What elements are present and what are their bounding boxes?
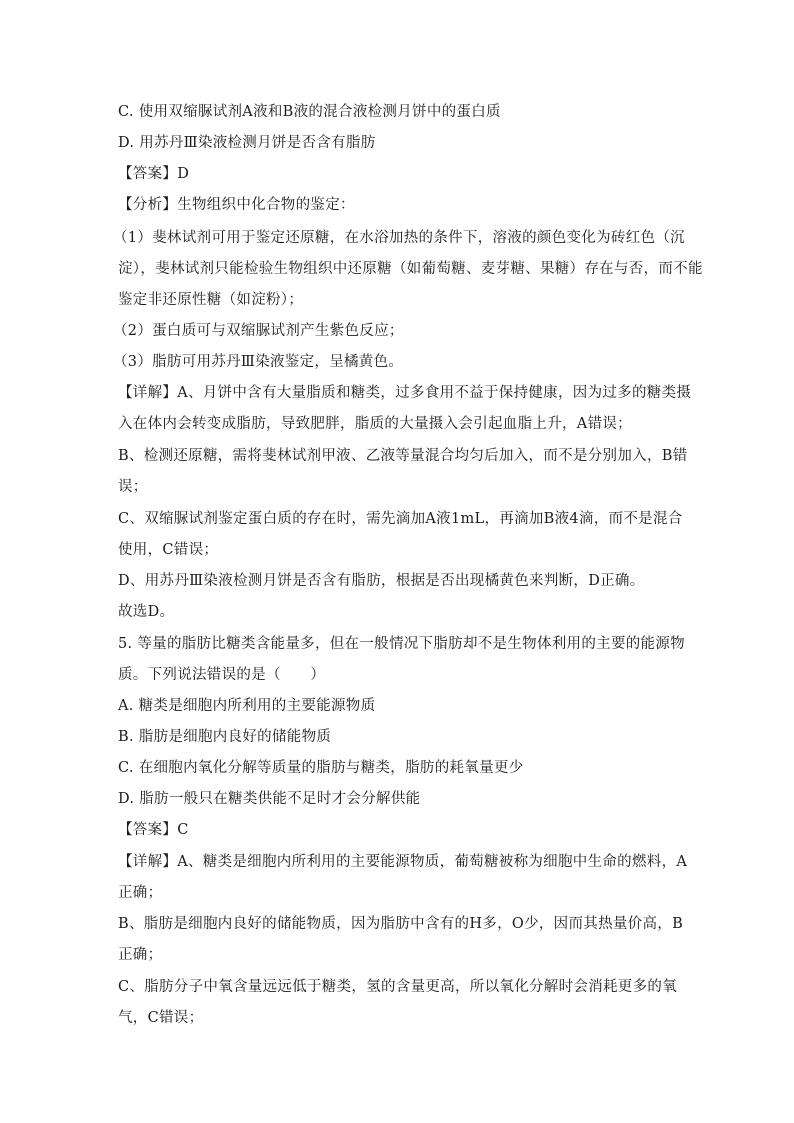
question-5-stem: 5. 等量的脂肪比糖类含能量多，但在一般情况下脂肪却不是生物体利用的主要的能源物 <box>118 636 685 652</box>
explanation-a: 【详解】A、月饼中含有大量脂质和糖类，过多食用不益于保持健康，因为过多的糖类摄 <box>118 385 692 401</box>
answer-line: 【答案】D <box>118 166 190 182</box>
option-d-line: D. 用苏丹Ⅲ染液检测月饼是否含有脂肪 <box>118 135 376 151</box>
analysis-heading: 【分析】生物组织中化合物的鉴定： <box>118 197 355 213</box>
q5-answer-line: 【答案】C <box>118 822 189 838</box>
q5-explanation-b-cont: 正确； <box>118 947 163 963</box>
explanation-c-cont: 使用，C错误； <box>118 542 219 558</box>
q5-option-a: A. 糖类是细胞内所利用的主要能源物质 <box>118 698 376 714</box>
analysis-point-1: （1）斐林试剂可用于鉴定还原糖，在水浴加热的条件下，溶液的颜色变化为砖红色（沉 <box>113 230 685 246</box>
analysis-point-2: （2）蛋白质可与双缩脲试剂产生紫色反应； <box>113 323 404 339</box>
explanation-a-cont: 入在体内会转变成脂肪，导致肥胖，脂质的大量摄入会引起血脂上升，A错误； <box>118 416 632 432</box>
analysis-point-1-cont: 淀），斐林试剂只能检验生物组织中还原糖（如葡萄糖、麦芽糖、果糖）存在与否，而不能 <box>118 261 703 277</box>
q5-explanation-c: C、脂肪分子中氧含量远远低于糖类，氢的含量更高，所以氧化分解时会消耗更多的氧 <box>118 979 677 995</box>
explanation-b: B、检测还原糖，需将斐林试剂甲液、乙液等量混合均匀后加入，而不是分别加入，B错 <box>118 448 688 464</box>
q5-option-d: D. 脂肪一般只在糖类供能不足时才会分解供能 <box>118 791 421 807</box>
question-5-stem-cont: 质。下列说法错误的是（ ） <box>118 667 326 683</box>
choice-line: 故选D。 <box>118 604 175 620</box>
q5-option-b: B. 脂肪是细胞内良好的储能物质 <box>118 729 332 745</box>
q5-explanation-b: B、脂肪是细胞内良好的储能物质，因为脂肪中含有的H多，O少，因而其热量价高，B <box>118 916 684 932</box>
explanation-b-cont: 误； <box>118 479 148 495</box>
option-c-line: C. 使用双缩脲试剂A液和B液的混合液检测月饼中的蛋白质 <box>118 104 501 120</box>
explanation-c: C、双缩脲试剂鉴定蛋白质的存在时，需先滴加A液1mL，再滴加B液4滴，而不是混合 <box>118 511 683 527</box>
explanation-d: D、用苏丹Ⅲ染液检测月饼是否含有脂肪，根据是否出现橘黄色来判断，D正确。 <box>118 573 645 589</box>
analysis-point-1-end: 鉴定非还原性糖（如淀粉）； <box>118 292 304 308</box>
q5-explanation-a: 【详解】A、糖类是细胞内所利用的主要能源物质，葡萄糖被称为细胞中生命的燃料，A <box>118 854 688 870</box>
analysis-point-3: （3）脂肪可用苏丹Ⅲ染液鉴定，呈橘黄色。 <box>113 354 404 370</box>
q5-explanation-a-cont: 正确； <box>118 885 163 901</box>
q5-option-c: C. 在细胞内氧化分解等质量的脂肪与糖类，脂肪的耗氧量更少 <box>118 760 524 776</box>
q5-explanation-c-cont: 气，C错误； <box>118 1010 204 1026</box>
